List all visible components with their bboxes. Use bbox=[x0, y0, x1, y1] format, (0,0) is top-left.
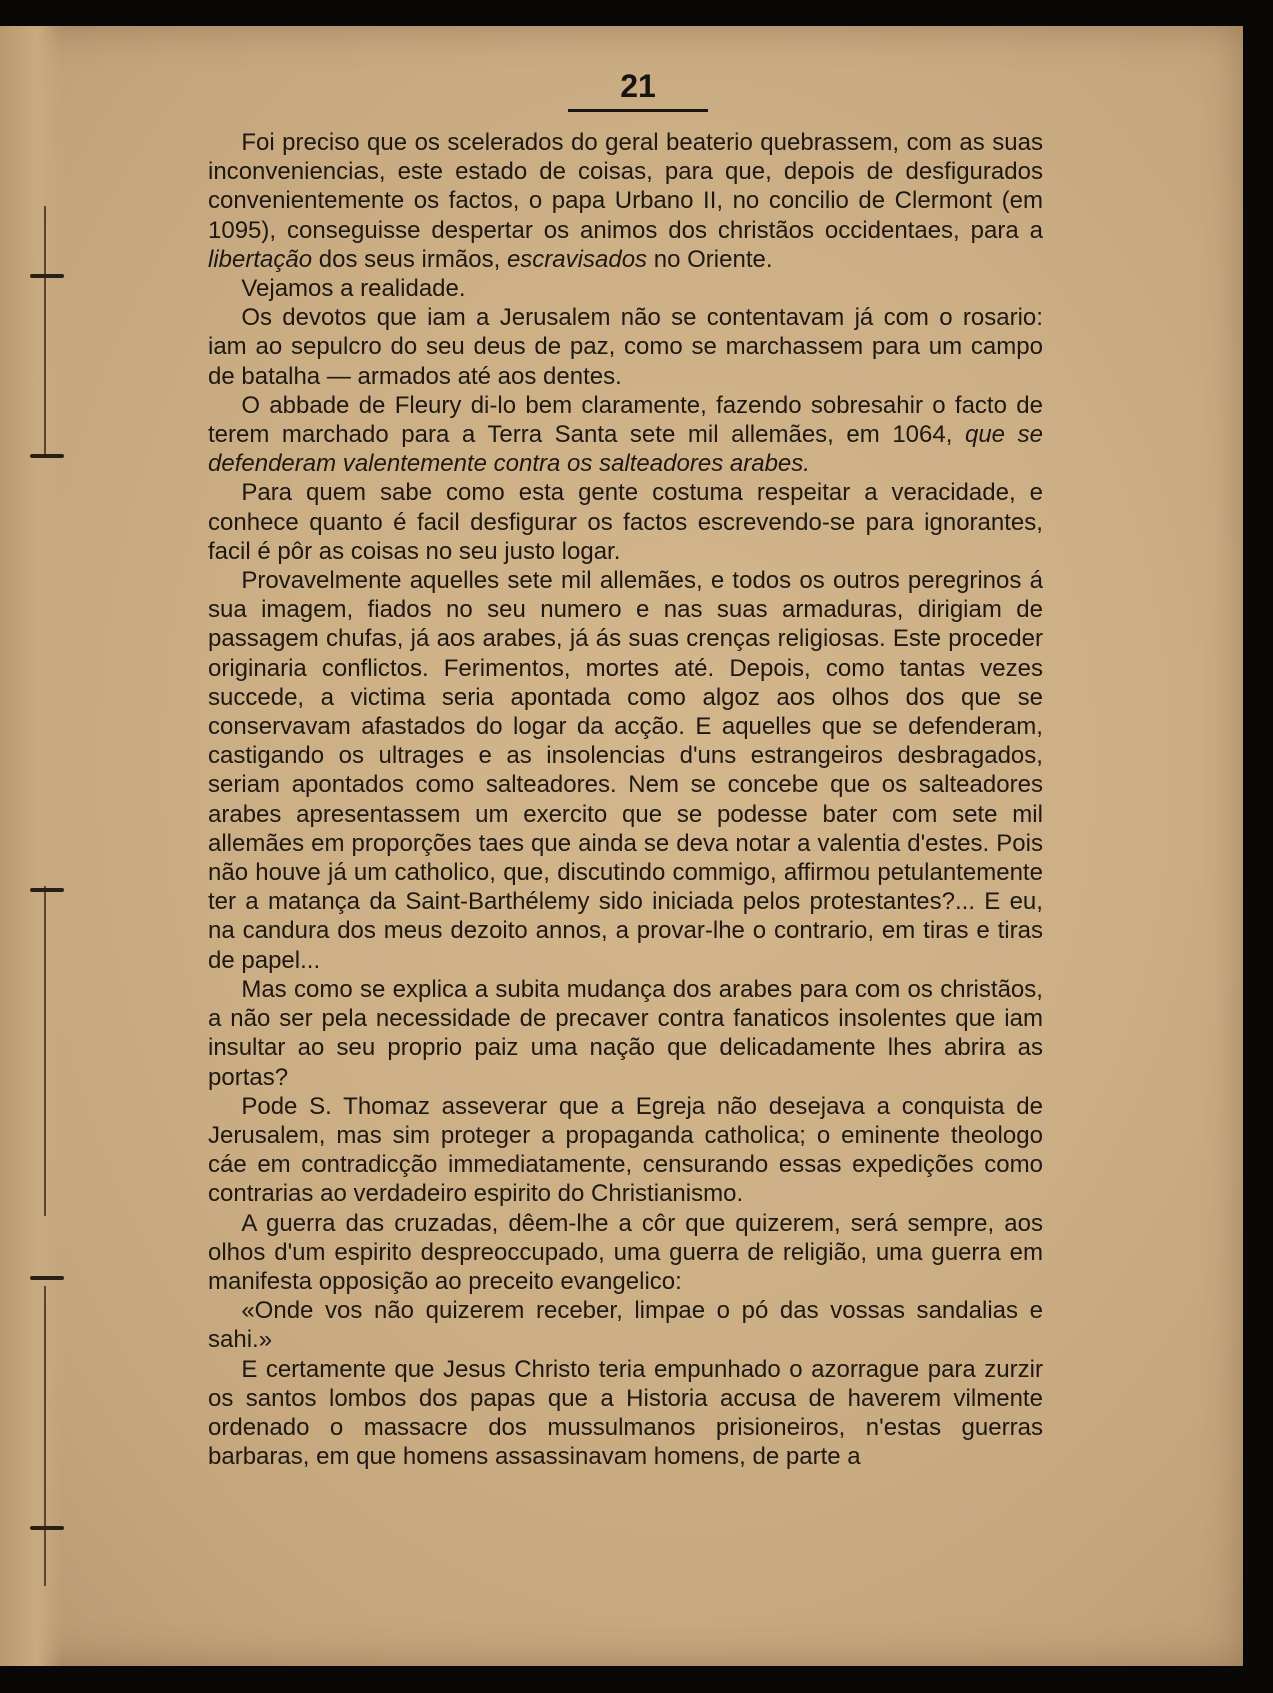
text-run: no Oriente. bbox=[647, 245, 773, 273]
paragraph bbox=[208, 128, 1043, 274]
text-run: Vejamos a realidade. bbox=[241, 275, 466, 303]
binding-stitch bbox=[30, 888, 64, 892]
header-rule bbox=[568, 109, 708, 112]
page-spine bbox=[0, 26, 62, 1666]
text-run: O abbade de Fleury di-lo bem claramente, fazendo sobresahir o facto de terem marchado para a Terra Santa sete mil allemães, em 1064, bbox=[208, 391, 1043, 449]
text-run: Os devotos que iam a Jerusalem não se contentavam já com o rosario: iam ao sepulcro do seu deus de paz, como se marchassem para um campo de batalha — armados até aos dentes. bbox=[208, 304, 1043, 390]
text-run: Provavelmente aquelles sete mil allemães, e todos os outros peregrinos á sua imagem, fiados no seu numero e nas suas armaduras, dirigiam de passagem chufas, já aos arabes, já ás suas crenças religiosas. Este proceder originaria conflictos. Ferimentos, mortes até. Depois, como tantas vezes succede, a victima seria apontada como algoz aos olhos dos que se conservavam afastados do logar da acção. E aquelles que se defenderam, castigando os ultrages e as insolencias d'uns estrangeiros desbragados, seriam apontados como salteadores. Nem se concebe que os salteadores arabes apresentassem um exercito que se podesse bater com sete mil allemães em proporções taes que ainda se deva notar a valentia d'estes. Pois não houve já um catholico, que, discutindo commigo, affirmou petulantemente ter a matança da Saint-Barthélemy sido iniciada pelos protestantes?... E eu, na candura dos meus dezoito annos, a provar-lhe o contrario, em tiras e tiras de papel... bbox=[208, 567, 1043, 974]
paragraph bbox=[208, 274, 1043, 303]
binding-thread bbox=[44, 206, 46, 456]
paragraph bbox=[208, 566, 1043, 975]
paragraph bbox=[208, 478, 1043, 566]
text-run: dos seus irmãos, bbox=[312, 245, 507, 273]
binding-stitch bbox=[30, 1276, 64, 1280]
italic-phrase: escravisados bbox=[506, 245, 648, 273]
text-run: A guerra das cruzadas, dêem-lhe a côr que quizerem, será sempre, aos olhos d'um espirito despreoccupado, uma guerra de religião, uma guerra em manifesta opposição ao preceito evangelico: bbox=[208, 1209, 1043, 1295]
page-header bbox=[568, 68, 708, 112]
text-run: Pode S. Thomaz asseverar que a Egreja não desejava a conquista de Jerusalem, mas sim proteger a propaganda catholica; o eminente theologo cáe em contradicção immediatamente, censurando essas expedições como contrarias ao verdadeiro espirito do Christianismo. bbox=[208, 1092, 1043, 1208]
paragraph bbox=[208, 1296, 1043, 1354]
binding-thread bbox=[44, 886, 46, 1216]
text-run: Foi preciso que os scelerados do geral beaterio quebrassem, com as suas inconveniencias, este estado de coisas, para que, depois de desfigurados convenientemente os factos, o papa Urbano II, no concilio de Clermont (em 1095), conseguisse despertar os animos dos christãos occidentaes, para a bbox=[208, 129, 1043, 244]
paragraph bbox=[208, 1355, 1043, 1472]
italic-phrase: que se defenderam valentemente contra os salteadores arabes. bbox=[208, 421, 1043, 478]
binding-stitch bbox=[30, 274, 64, 278]
text-run: «Onde vos não quizerem receber, limpae o pó das vossas sandalias e sahi.» bbox=[208, 1297, 1043, 1354]
page-number: 21 bbox=[620, 68, 656, 104]
text-run: Mas como se explica a subita mudança dos arabes para com os christãos, a não ser pela necessidade de precaver contra fanaticos insolentes que iam insultar ao seu proprio paiz uma nação que delicadamente lhes abrira as portas? bbox=[208, 975, 1043, 1091]
binding-stitch bbox=[30, 454, 64, 458]
paragraph bbox=[208, 1092, 1043, 1209]
text-run: E certamente que Jesus Christo teria empunhado o azorrague para zurzir os santos lombos dos papas que a Historia accusa de haverem vilmente ordenado o massacre dos mussulmanos prisioneiros, n'estas guerras barbaras, em que homens assassinavam homens, de parte a bbox=[208, 1355, 1043, 1471]
paragraph bbox=[208, 303, 1043, 391]
binding-thread bbox=[44, 1286, 46, 1586]
paragraph bbox=[208, 1209, 1043, 1297]
body-text bbox=[208, 128, 1043, 1471]
paragraph bbox=[208, 391, 1043, 479]
italic-phrase: libertação bbox=[208, 245, 313, 273]
binding-stitch bbox=[30, 1526, 64, 1530]
paragraph bbox=[208, 975, 1043, 1092]
text-run: Para quem sabe como esta gente costuma respeitar a veracidade, e conhece quanto é facil desfigurar os factos escrevendo-se para ignorantes, facil é pôr as coisas no seu justo logar. bbox=[208, 479, 1043, 565]
